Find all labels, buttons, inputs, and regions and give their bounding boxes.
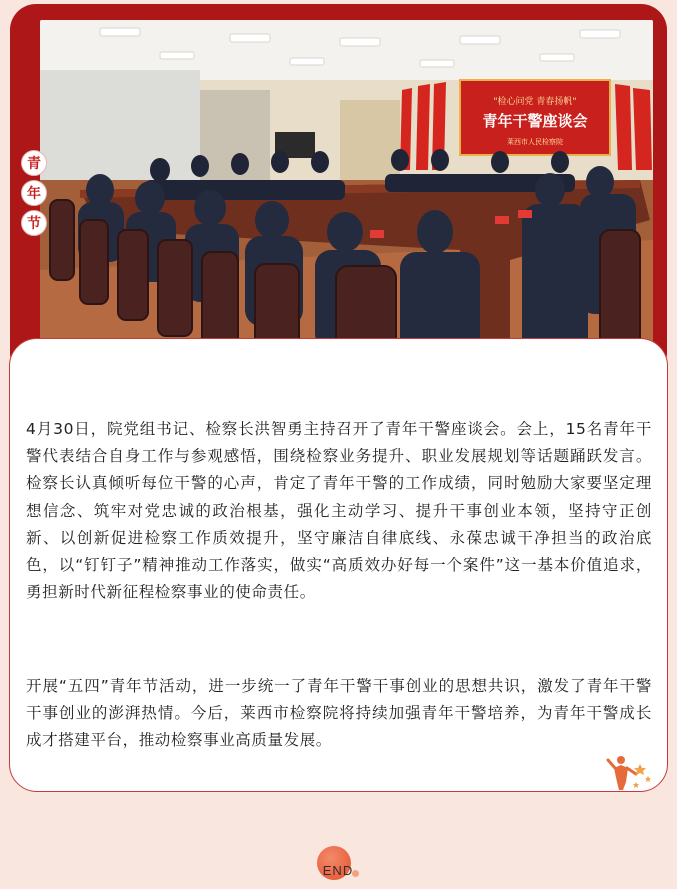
badge-nian: 年 — [21, 180, 47, 206]
meeting-photo — [40, 20, 653, 366]
article-paragraph-2: 开展“五四”青年节活动，进一步统一了青年干警干事创业的思想共识，激发了青年干警干事创业的澎湃热情。今后，莱西市检察院将持续加强青年干警培养，为青年干警成长成才搭建平台，推动检察事业高质量发展。 — [26, 677, 652, 750]
youth-day-vertical-label — [21, 150, 47, 240]
meeting-scene-illustration — [40, 20, 653, 366]
banner-title: 青年干警座谈会 — [482, 112, 588, 130]
article-paragraph-1: 4月30日，院党组书记、检察长洪智勇主持召开了青年干警座谈会。会上，15名青年干警代表结合自身工作与参观感悟，围绕检察业务提升、职业发展规划等话题踊跃发言。检察长认真倾听每位干警的心声，肯定了青年干警的工作成绩，同时勉励大家要坚定理想信念、筑牢对党忠诚的政治根基，强化主动学习、提升干事创业本领，坚持守正创新、以创新促进检察工作质效提升，坚守廉洁自律底线、永葆忠诚干净担当的政治底色，以“钉钉子”精神推动工作落实，做实“高质效办好每一个案件”这一基本价值追求，勇担新时代新征程检察事业的使命责任。 — [26, 420, 652, 602]
badge-qing: 青 — [21, 150, 47, 176]
end-label: END — [322, 863, 354, 878]
youth-figure-decoration-icon — [606, 752, 656, 792]
badge-jie: 节 — [21, 210, 47, 236]
end-marker — [314, 846, 362, 886]
banner-subtitle: 莱西市人民检察院 — [507, 138, 563, 146]
banner-slogan: "检心问党 青春扬帆" — [493, 97, 577, 107]
